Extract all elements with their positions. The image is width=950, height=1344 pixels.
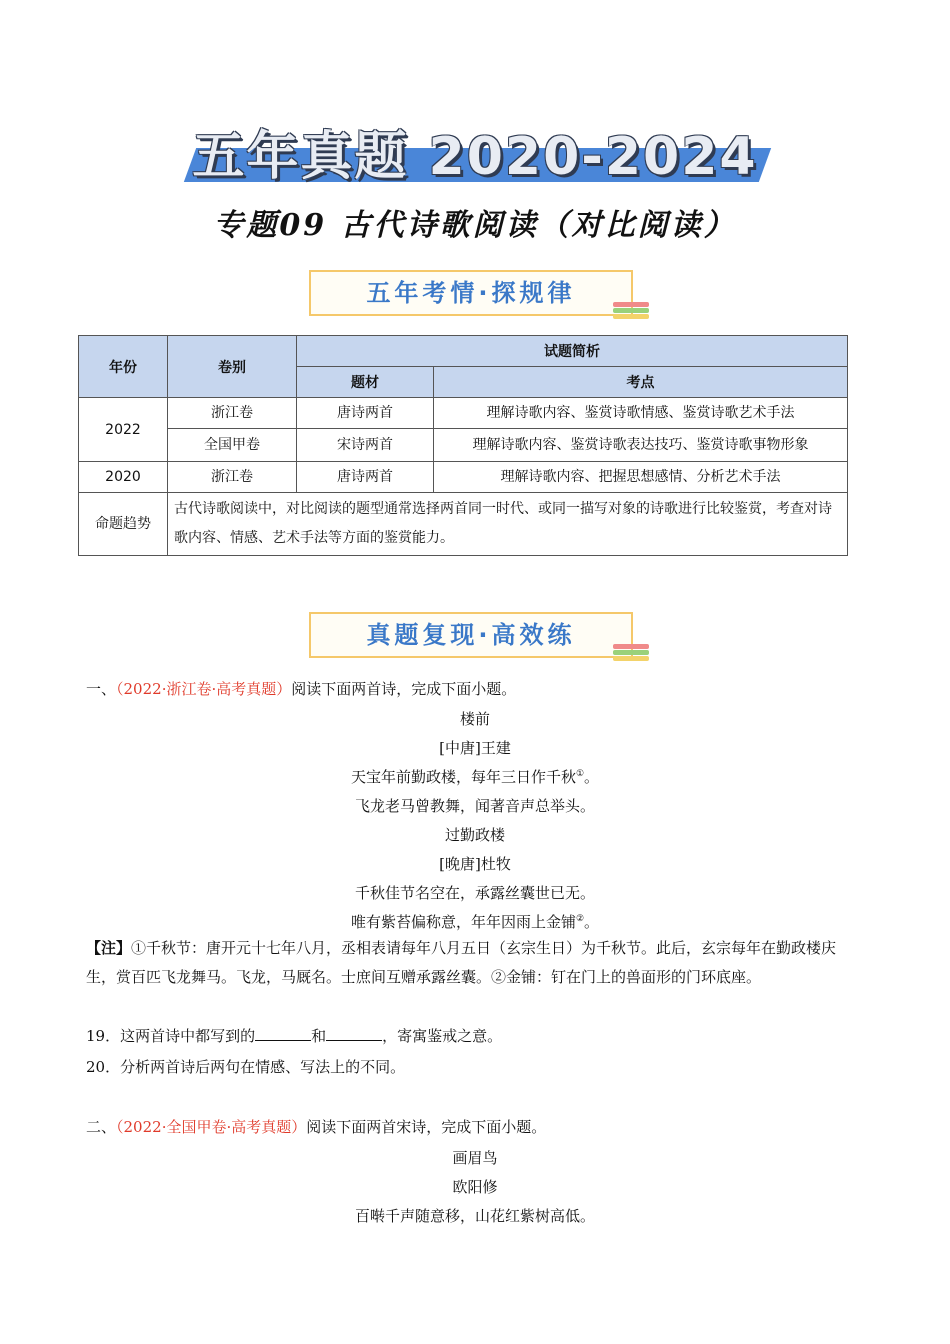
header-analysis: 试题简析 (297, 336, 848, 367)
table-row (79, 398, 848, 429)
question-instruction: 阅读下面两首诗，完成下面小题。 (291, 680, 517, 698)
poem-line (0, 766, 950, 787)
footnote-marker: ② (575, 914, 585, 924)
document-title: 专题09 古代诗歌阅读（对比阅读） (213, 208, 737, 243)
question-instruction: 阅读下面两首宋诗，完成下面小题。 (306, 1118, 547, 1136)
note-label: 【注】 (86, 939, 132, 957)
cell-paper: 全国甲卷 (168, 429, 297, 462)
poem-author: [中唐]王建 (439, 739, 511, 757)
cell-material: 唐诗两首 (297, 398, 434, 429)
header-points: 考点 (434, 367, 848, 398)
cell-points: 理解诗歌内容、鉴赏诗歌表达技巧、鉴赏诗歌事物形象 (434, 429, 848, 462)
cell-material: 宋诗两首 (297, 429, 434, 462)
poem-line-end: 。 (584, 768, 600, 786)
header-material: 题材 (297, 367, 434, 398)
cell-trend-label: 命题趋势 (79, 493, 168, 556)
cell-points: 理解诗歌内容、把握思想感情、分析艺术手法 (434, 462, 848, 493)
section-header-label: 真题复现·高效练 (366, 621, 576, 649)
question-19 (86, 1022, 862, 1051)
question-2-header (86, 1116, 546, 1137)
note-text: ①千秋节：唐开元十七年八月，丞相表请每年八月五日（玄宗生日）为千秋节。此后，玄宗每年在勤政楼庆生，赏百匹飞龙舞马。飞龙，马厩名。士庶间互赠承露丝囊。②金铺：钉在门上的兽面形的门环底座。 (86, 939, 837, 986)
footnote-marker: ① (575, 769, 585, 779)
cell-year: 2022 (79, 398, 168, 462)
table-row (79, 462, 848, 493)
q19-text: 19．这两首诗中都写到的 (86, 1027, 256, 1045)
poem-title: 过勤政楼 (444, 826, 505, 844)
table-row (79, 493, 848, 556)
header-year: 年份 (79, 336, 168, 398)
cell-material: 唐诗两首 (297, 462, 434, 493)
poem-line: 飞龙老马曾教舞，闻著音声总举头。 (354, 797, 595, 815)
question-20: 20．分析两首诗后两句在情感、写法上的不同。 (86, 1058, 406, 1076)
poem-author: [晚唐]杜牧 (439, 855, 511, 873)
question-1-header (86, 678, 516, 699)
poem-line (0, 911, 950, 932)
cell-paper: 浙江卷 (168, 398, 297, 429)
poem-line: 百啭千声随意移，山花红紫树高低。 (354, 1207, 595, 1225)
answer-blank[interactable] (255, 1026, 311, 1041)
poem-line-end: 。 (584, 913, 600, 931)
cell-trend-text: 古代诗歌阅读中，对比阅读的题型通常选择两首同一时代、或同一描写对象的诗歌进行比较鉴赏，考查对诗歌内容、情感、艺术手法等方面的鉴赏能力。 (168, 493, 848, 556)
q19-text: 和 (311, 1027, 327, 1045)
question-number: 二、 (86, 1118, 117, 1136)
poem-line-text: 天宝年前勤政楼，每年三日作千秋 (350, 768, 576, 786)
question-number: 一、 (86, 680, 117, 698)
top-banner (180, 118, 770, 187)
section-header-trends (309, 270, 633, 316)
section-header-label: 五年考情·探规律 (366, 279, 576, 307)
question-source: （2022·全国甲卷·高考真题） (116, 1118, 307, 1136)
cell-paper: 浙江卷 (168, 462, 297, 493)
cell-year: 2020 (79, 462, 168, 493)
books-icon (613, 642, 653, 664)
poem-title: 画眉鸟 (452, 1149, 498, 1167)
books-icon (613, 300, 653, 322)
banner-text: 五年真题 2020-2024 (192, 127, 758, 187)
table-row (79, 429, 848, 462)
exam-analysis-table (78, 335, 848, 556)
header-paper: 卷别 (168, 336, 297, 398)
answer-blank[interactable] (326, 1026, 382, 1041)
poem-author: 欧阳修 (452, 1178, 498, 1196)
cell-points: 理解诗歌内容、鉴赏诗歌情感、鉴赏诗歌艺术手法 (434, 398, 848, 429)
poem-title: 楼前 (459, 710, 490, 728)
poem-notes (86, 934, 862, 992)
poem-line-text: 唯有紫苔偏称意，年年因雨上金铺 (350, 913, 576, 931)
section-header-practice (309, 612, 633, 658)
poem-line: 千秋佳节名空在，承露丝囊世已无。 (354, 884, 595, 902)
q19-text: ，寄寓鉴戒之意。 (382, 1027, 503, 1045)
question-source: （2022·浙江卷·高考真题） (116, 680, 292, 698)
